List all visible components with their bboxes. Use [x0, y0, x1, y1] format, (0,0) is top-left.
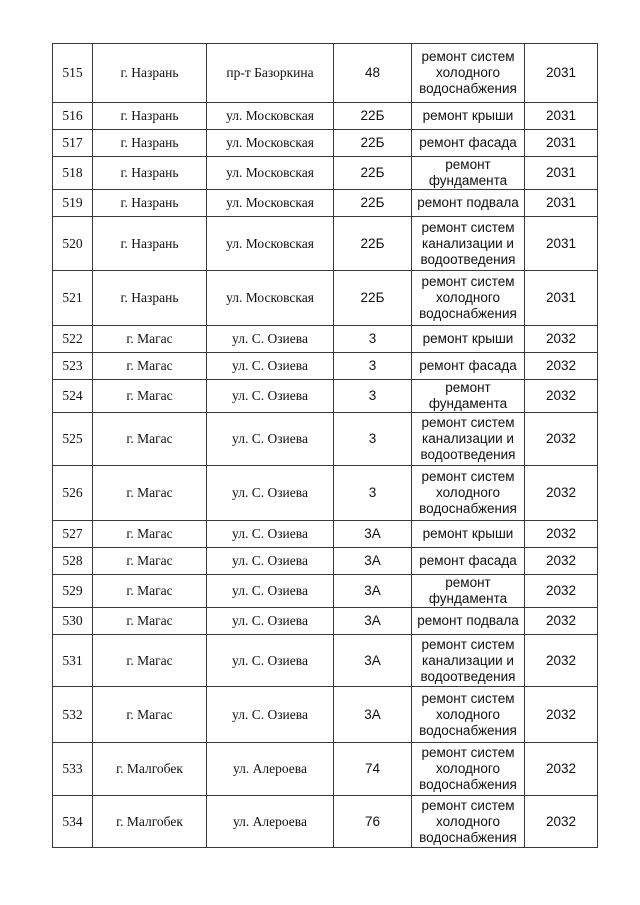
row-number-cell: 525 — [53, 413, 93, 466]
work-type-cell — [412, 103, 525, 130]
street-cell: ул. С. Озиева — [207, 413, 334, 466]
year-cell: 2031 — [525, 190, 598, 217]
row-number-cell: 516 — [53, 103, 93, 130]
work-type-line: ремонт фасада — [419, 553, 517, 568]
table-row — [53, 575, 598, 608]
work-type-line: канализации и — [422, 652, 514, 668]
work-type-line: холодного — [435, 485, 501, 500]
work-type-cell — [412, 353, 525, 380]
work-type-line: ремонт систем — [421, 49, 515, 64]
work-type-line: водоснабжения — [419, 306, 517, 321]
work-type-line: ремонт фасада — [419, 135, 517, 150]
work-type-cell — [412, 687, 525, 743]
table-row — [53, 190, 598, 217]
work-type-line: водоснабжения — [419, 829, 517, 845]
year-cell: 2031 — [525, 103, 598, 130]
city-cell: г. Магас — [93, 380, 207, 413]
house-number-cell: 3 — [334, 353, 412, 380]
row-number-cell: 533 — [53, 743, 93, 796]
work-type-cell — [412, 635, 525, 687]
work-type-cell — [412, 130, 525, 157]
table-row — [53, 687, 598, 743]
house-number-cell: 74 — [334, 743, 412, 796]
house-number-cell: 3А — [334, 608, 412, 635]
year-cell: 2031 — [525, 44, 598, 103]
work-type-line: водоотведения — [420, 447, 516, 462]
house-number-cell: 3 — [334, 380, 412, 413]
street-cell: ул. С. Озиева — [207, 326, 334, 353]
work-type-cell — [412, 608, 525, 635]
table-row — [53, 217, 598, 271]
table-row — [53, 157, 598, 190]
work-type-line: холодного — [435, 761, 501, 776]
year-cell: 2032 — [525, 796, 598, 848]
work-type-line: водоснабжения — [419, 501, 517, 516]
work-type-line: холодного — [435, 813, 501, 829]
work-type-line: ремонт систем — [421, 745, 515, 760]
house-number-cell: 22Б — [334, 130, 412, 157]
table-row — [53, 103, 598, 130]
work-type-line: ремонт крыши — [422, 331, 514, 346]
year-cell: 2032 — [525, 380, 598, 413]
work-type-line: ремонт систем — [421, 690, 515, 706]
work-type-line: водоснабжения — [419, 81, 517, 96]
work-type-line: ремонт подвала — [417, 195, 519, 210]
row-number-cell: 515 — [53, 44, 93, 103]
house-number-cell: 3А — [334, 548, 412, 575]
street-cell: ул. Московская — [207, 271, 334, 326]
work-type-line: канализации и — [422, 431, 514, 446]
street-cell: ул. С. Озиева — [207, 635, 334, 687]
table-row — [53, 44, 598, 103]
city-cell: г. Магас — [93, 353, 207, 380]
year-cell: 2032 — [525, 521, 598, 548]
row-number-cell: 529 — [53, 575, 93, 608]
year-cell: 2031 — [525, 271, 598, 326]
street-cell: ул. С. Озиева — [207, 353, 334, 380]
house-number-cell: 22Б — [334, 157, 412, 190]
street-cell: ул. Московская — [207, 190, 334, 217]
repair-schedule-table — [52, 43, 598, 848]
street-cell: ул. С. Озиева — [207, 548, 334, 575]
city-cell: г. Назрань — [93, 217, 207, 271]
row-number-cell: 534 — [53, 796, 93, 848]
table-row — [53, 271, 598, 326]
row-number-cell: 531 — [53, 635, 93, 687]
house-number-cell: 3 — [334, 413, 412, 466]
city-cell: г. Магас — [93, 575, 207, 608]
city-cell: г. Магас — [93, 521, 207, 548]
row-number-cell: 521 — [53, 271, 93, 326]
work-type-cell — [412, 413, 525, 466]
row-number-cell: 517 — [53, 130, 93, 157]
row-number-cell: 530 — [53, 608, 93, 635]
row-number-cell: 520 — [53, 217, 93, 271]
work-type-line: водоснабжения — [419, 777, 517, 792]
table-row — [53, 380, 598, 413]
city-cell: г. Магас — [93, 635, 207, 687]
year-cell: 2031 — [525, 217, 598, 271]
house-number-cell: 3А — [334, 687, 412, 743]
year-cell: 2032 — [525, 635, 598, 687]
street-cell: ул. С. Озиева — [207, 466, 334, 521]
street-cell: ул. С. Озиева — [207, 575, 334, 608]
street-cell: ул. Алероева — [207, 743, 334, 796]
work-type-line: ремонт крыши — [422, 108, 514, 123]
year-cell: 2031 — [525, 157, 598, 190]
table-row — [53, 466, 598, 521]
street-cell: ул. Московская — [207, 103, 334, 130]
work-type-line: водоотведения — [420, 668, 516, 684]
work-type-cell — [412, 157, 525, 190]
work-type-cell — [412, 190, 525, 217]
city-cell: г. Малгобек — [93, 743, 207, 796]
work-type-cell — [412, 521, 525, 548]
street-cell: ул. Московская — [207, 217, 334, 271]
row-number-cell: 527 — [53, 521, 93, 548]
row-number-cell: 519 — [53, 190, 93, 217]
work-type-line: фундамента — [428, 173, 508, 188]
house-number-cell: 22Б — [334, 271, 412, 326]
work-type-cell — [412, 326, 525, 353]
city-cell: г. Назрань — [93, 103, 207, 130]
city-cell: г. Назрань — [93, 130, 207, 157]
table-body — [53, 44, 598, 848]
work-type-line: ремонт — [445, 575, 491, 590]
house-number-cell: 76 — [334, 796, 412, 848]
work-type-line: фундамента — [428, 396, 508, 411]
city-cell: г. Магас — [93, 687, 207, 743]
year-cell: 2032 — [525, 743, 598, 796]
street-cell: ул. Московская — [207, 130, 334, 157]
house-number-cell: 22Б — [334, 217, 412, 271]
year-cell: 2032 — [525, 687, 598, 743]
street-cell: ул. С. Озиева — [207, 687, 334, 743]
work-type-line: водоснабжения — [419, 722, 517, 738]
table-row — [53, 796, 598, 848]
city-cell: г. Магас — [93, 326, 207, 353]
street-cell: ул. Алероева — [207, 796, 334, 848]
city-cell: г. Магас — [93, 466, 207, 521]
city-cell: г. Магас — [93, 608, 207, 635]
year-cell: 2032 — [525, 548, 598, 575]
city-cell: г. Назрань — [93, 157, 207, 190]
work-type-line: ремонт подвала — [417, 613, 519, 628]
year-cell: 2032 — [525, 353, 598, 380]
work-type-line: ремонт — [445, 157, 491, 172]
street-cell: ул. С. Озиева — [207, 521, 334, 548]
table-row — [53, 326, 598, 353]
city-cell: г. Магас — [93, 413, 207, 466]
house-number-cell: 48 — [334, 44, 412, 103]
city-cell: г. Назрань — [93, 190, 207, 217]
row-number-cell: 532 — [53, 687, 93, 743]
street-cell: ул. С. Озиева — [207, 380, 334, 413]
work-type-cell — [412, 796, 525, 848]
house-number-cell: 22Б — [334, 103, 412, 130]
work-type-cell — [412, 44, 525, 103]
work-type-line: фундамента — [428, 591, 508, 606]
row-number-cell: 522 — [53, 326, 93, 353]
work-type-cell — [412, 380, 525, 413]
row-number-cell: 518 — [53, 157, 93, 190]
table-row — [53, 608, 598, 635]
work-type-line: ремонт систем — [421, 415, 515, 430]
street-cell: ул. Московская — [207, 157, 334, 190]
work-type-line: водоотведения — [420, 251, 516, 267]
work-type-line: ремонт систем — [421, 636, 515, 652]
work-type-cell — [412, 217, 525, 271]
work-type-cell — [412, 271, 525, 326]
work-type-line: ремонт — [445, 380, 491, 395]
house-number-cell: 22Б — [334, 190, 412, 217]
table-row — [53, 413, 598, 466]
work-type-line: ремонт фасада — [419, 358, 517, 373]
year-cell: 2032 — [525, 575, 598, 608]
house-number-cell: 3А — [334, 521, 412, 548]
city-cell: г. Малгобек — [93, 796, 207, 848]
work-type-cell — [412, 743, 525, 796]
work-type-line: канализации и — [422, 235, 514, 251]
work-type-cell — [412, 466, 525, 521]
street-cell: пр-т Базоркина — [207, 44, 334, 103]
work-type-line: ремонт систем — [421, 274, 515, 289]
row-number-cell: 524 — [53, 380, 93, 413]
house-number-cell: 3 — [334, 326, 412, 353]
city-cell: г. Магас — [93, 548, 207, 575]
work-type-cell — [412, 548, 525, 575]
year-cell: 2032 — [525, 608, 598, 635]
table-row — [53, 521, 598, 548]
city-cell: г. Назрань — [93, 44, 207, 103]
work-type-line: ремонт систем — [421, 797, 515, 813]
table-row — [53, 635, 598, 687]
table-row — [53, 353, 598, 380]
work-type-line: ремонт крыши — [422, 526, 514, 541]
city-cell: г. Назрань — [93, 271, 207, 326]
work-type-line: холодного — [435, 290, 501, 305]
house-number-cell: 3А — [334, 635, 412, 687]
work-type-line: ремонт систем — [421, 219, 515, 235]
row-number-cell: 528 — [53, 548, 93, 575]
table-row — [53, 548, 598, 575]
house-number-cell: 3А — [334, 575, 412, 608]
row-number-cell: 523 — [53, 353, 93, 380]
year-cell: 2032 — [525, 466, 598, 521]
table-row — [53, 743, 598, 796]
year-cell: 2032 — [525, 326, 598, 353]
work-type-line: ремонт систем — [421, 469, 515, 484]
year-cell: 2031 — [525, 130, 598, 157]
street-cell: ул. С. Озиева — [207, 608, 334, 635]
work-type-line: холодного — [435, 65, 501, 80]
table-row — [53, 130, 598, 157]
row-number-cell: 526 — [53, 466, 93, 521]
house-number-cell: 3 — [334, 466, 412, 521]
year-cell: 2032 — [525, 413, 598, 466]
work-type-line: холодного — [435, 706, 501, 722]
work-type-cell — [412, 575, 525, 608]
